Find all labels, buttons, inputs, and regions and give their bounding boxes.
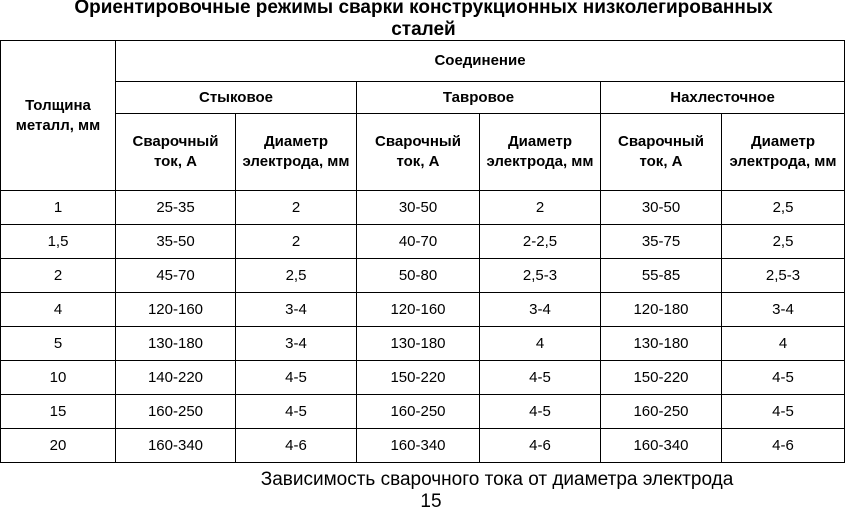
page-number: 15 [420,491,442,512]
connection-header: Соединение [116,41,845,82]
table-cell: 160-250 [601,395,722,429]
table-cell: 50-80 [357,259,480,293]
table-cell: 2 [480,191,601,225]
table-cell: 140-220 [116,361,236,395]
table-cell: 2 [236,191,357,225]
thickness-cell: 10 [1,361,116,395]
table-cell: 150-220 [601,361,722,395]
table-cell: 35-75 [601,225,722,259]
thickness-cell: 1 [1,191,116,225]
table-cell: 4-5 [722,361,845,395]
table-cell: 2 [236,225,357,259]
table-row [1,395,845,429]
document-title [0,0,847,41]
joint-type-lap: Нахлесточное [601,82,845,114]
joint-type-tee: Тавровое [357,82,601,114]
table-cell: 2,5 [722,191,845,225]
thickness-cell: 2 [1,259,116,293]
table-row [1,191,845,225]
table-cell: 4-5 [480,361,601,395]
table-cell: 2-2,5 [480,225,601,259]
title-line-1: Ориентировочные режимы сварки конструкционных низколегированных [74,0,773,18]
table-cell: 30-50 [601,191,722,225]
table-cell: 40-70 [357,225,480,259]
table-cell: 55-85 [601,259,722,293]
table-cell: 160-250 [357,395,480,429]
table-cell: 130-180 [116,327,236,361]
table-cell: 3-4 [236,293,357,327]
table-row [1,293,845,327]
table-cell: 30-50 [357,191,480,225]
thickness-cell: 20 [1,429,116,463]
table-cell: 4-5 [480,395,601,429]
table-cell: 4-5 [722,395,845,429]
table-row [1,225,845,259]
diameter-header: Диаметр электрода, мм [722,114,845,191]
table-cell: 130-180 [357,327,480,361]
table-cell: 2,5-3 [722,259,845,293]
table-cell: 3-4 [480,293,601,327]
current-header: Сварочный ток, А [357,114,480,191]
table-cell: 130-180 [601,327,722,361]
table-cell: 4-5 [236,395,357,429]
figure-caption: Зависимость сварочного тока от диаметра электрода [260,469,734,490]
joint-type-butt: Стыковое [116,82,357,114]
table-cell: 160-250 [116,395,236,429]
diameter-header: Диаметр электрода, мм [480,114,601,191]
table-cell: 120-160 [116,293,236,327]
table-cell: 2,5 [236,259,357,293]
table-row [1,429,845,463]
current-header: Сварочный ток, А [116,114,236,191]
current-header: Сварочный ток, А [601,114,722,191]
table-cell: 4 [722,327,845,361]
table-cell: 4-5 [236,361,357,395]
thickness-cell: 15 [1,395,116,429]
table-cell: 2,5 [722,225,845,259]
table-cell: 4-6 [236,429,357,463]
diameter-header: Диаметр электрода, мм [236,114,357,191]
thickness-cell: 1,5 [1,225,116,259]
table-cell: 120-160 [357,293,480,327]
table-row [1,361,845,395]
table-cell: 45-70 [116,259,236,293]
table-cell: 3-4 [722,293,845,327]
table-cell: 35-50 [116,225,236,259]
thickness-cell: 5 [1,327,116,361]
table-body [1,191,845,463]
thickness-cell: 4 [1,293,116,327]
table-cell: 120-180 [601,293,722,327]
thickness-header: Толщина металл, мм [1,41,116,191]
table-cell: 4-6 [722,429,845,463]
table-cell: 25-35 [116,191,236,225]
table-cell: 160-340 [357,429,480,463]
welding-modes-table [0,40,845,463]
table-row [1,259,845,293]
table-cell: 3-4 [236,327,357,361]
title-line-2: сталей [391,19,456,40]
table-cell: 2,5-3 [480,259,601,293]
table-row [1,327,845,361]
table-cell: 150-220 [357,361,480,395]
table-cell: 4-6 [480,429,601,463]
table-cell: 160-340 [116,429,236,463]
table-cell: 4 [480,327,601,361]
table-cell: 160-340 [601,429,722,463]
